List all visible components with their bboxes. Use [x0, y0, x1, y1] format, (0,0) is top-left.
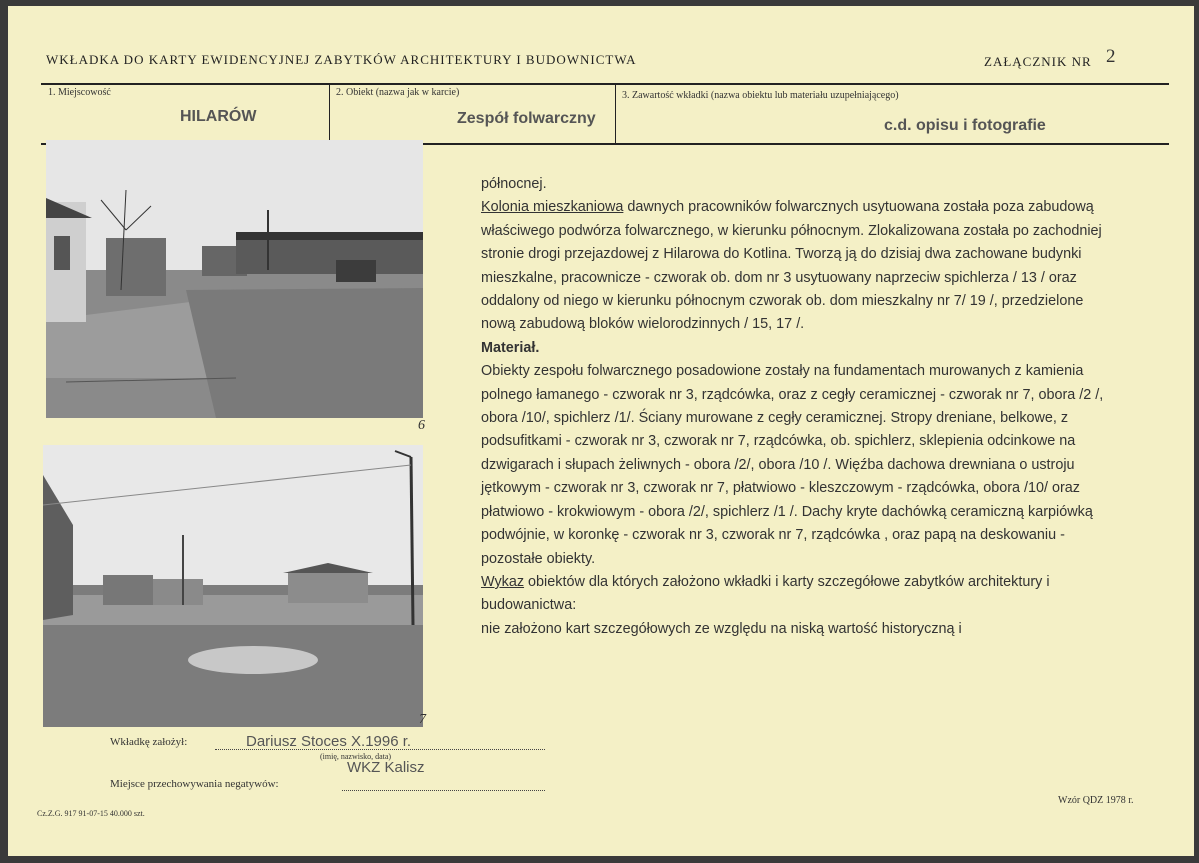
field-divider-1: [329, 84, 330, 143]
form-model: Wzór QDZ 1978 r.: [1058, 795, 1134, 806]
photo-7-image: [43, 445, 423, 727]
storage-line: [342, 778, 545, 791]
material-text: Obiekty zespołu folwarcznego posadowione zostały na fundamentach murowanych z kamienia polnego łamanego - czworak nr 3, rządcówka, oraz z cegły ceramicznej - czworak nr 7, obora /2 /, obora /10/, spichlerz /1/. Ściany murowane z cegły ceramicznej. Stropy dreniane, belkowe, z podsufitkami - czworak nr 3, czworak nr 7, rządcówka, ob. spichlerz, sklepienia odcinkowe na dzwigarach i słupach żeliwnych - obora /2/, obora /10 /. Więźba dachowa drewniana o ustroju jętkowym - czworak nr 3, czworak nr 7, płatwiowo - kleszczowym - rządcówka, obora /10/ oraz płatwiowo - krokwiowym - obora /2/, spichlerz /1 /. Dachy kryte dachówką ceramiczną karpiówką podwójnie, w koronkę - czworak nr 3, czworak nr 7, rządcówka , oraz papą na deskowaniu - pozostałe obiekty.: [481, 363, 1104, 567]
document-sheet: [8, 6, 1194, 856]
print-code: Cz.Z.G. 917 91-07-15 40.000 szt.: [37, 809, 145, 818]
storage-value: WKZ Kalisz: [347, 759, 425, 776]
photo-7-number: 7: [419, 712, 426, 727]
created-by-hint: (imię, nazwisko, data): [320, 752, 392, 761]
header-top-rule: [41, 83, 1169, 85]
list-paragraph: [481, 571, 1111, 618]
material-heading: Materiał.: [481, 339, 540, 356]
contents-label: 3. Zawartość wkładki (nazwa obiektu lub materiału uzupełniającego): [622, 90, 899, 101]
colony-paragraph: [481, 196, 1111, 336]
intro-line: północnej.: [481, 176, 547, 192]
photo-6-number: 6: [418, 418, 425, 433]
colony-heading: Kolonia mieszkaniowa: [481, 199, 624, 216]
colony-text: dawnych pracowników folwarcznych usytuowana została poza zabudową właściwego podwórza folwarcznego, w kierunku północnym. Zlokalizowana została po zachodniej stronie drogi przejazdowej z Hilarowa do Kotlina. Tworzą ją do dzisiaj dwa zachowane budynki mieszkalne, pracownicze - czworak ob. dom nr 3 usytuowany naprzeciw spichlerza / 13 / oraz oddalony od niego w kierunku północnym czworak ob. dom mieszkalny nr 7/ 19 /, przedzielone nową zabudową bloków wielorodzinnych / 15, 17 /.: [481, 199, 1102, 333]
last-line: nie założono kart szczegółowych ze względu na niską wartość historyczną i: [481, 620, 962, 637]
photo-7: [43, 445, 423, 727]
created-by-value: Dariusz Stoces X.1996 r.: [246, 733, 412, 750]
photo-6: [46, 140, 423, 418]
field-divider-2: [615, 84, 616, 143]
form-title: WKŁADKA DO KARTY EWIDENCYJNEJ ZABYTKÓW ARCHITEKTURY I BUDOWNICTWA: [46, 52, 637, 67]
locality-label: 1. Miejscowość: [48, 87, 111, 98]
storage-label: Miejsce przechowywania negatywów:: [110, 778, 279, 790]
contents-value: c.d. opisu i fotografie: [884, 117, 1046, 134]
object-label: 2. Obiekt (nazwa jak w karcie): [336, 87, 460, 98]
attachment-number: 2: [1106, 46, 1116, 67]
list-text: obiektów dla których założono wkładki i karty szczegółowe zabytków architektury i budowanictwa:: [481, 573, 1050, 614]
object-value: Zespół folwarczny: [457, 110, 596, 127]
locality-value: HILARÓW: [180, 108, 257, 125]
attachment-label: ZAŁĄCZNIK NR: [984, 54, 1092, 69]
description-text: [481, 173, 1111, 641]
photo-6-image: [46, 140, 423, 418]
created-by-label: Wkładkę założył:: [110, 736, 188, 748]
list-heading: Wykaz: [481, 573, 525, 590]
